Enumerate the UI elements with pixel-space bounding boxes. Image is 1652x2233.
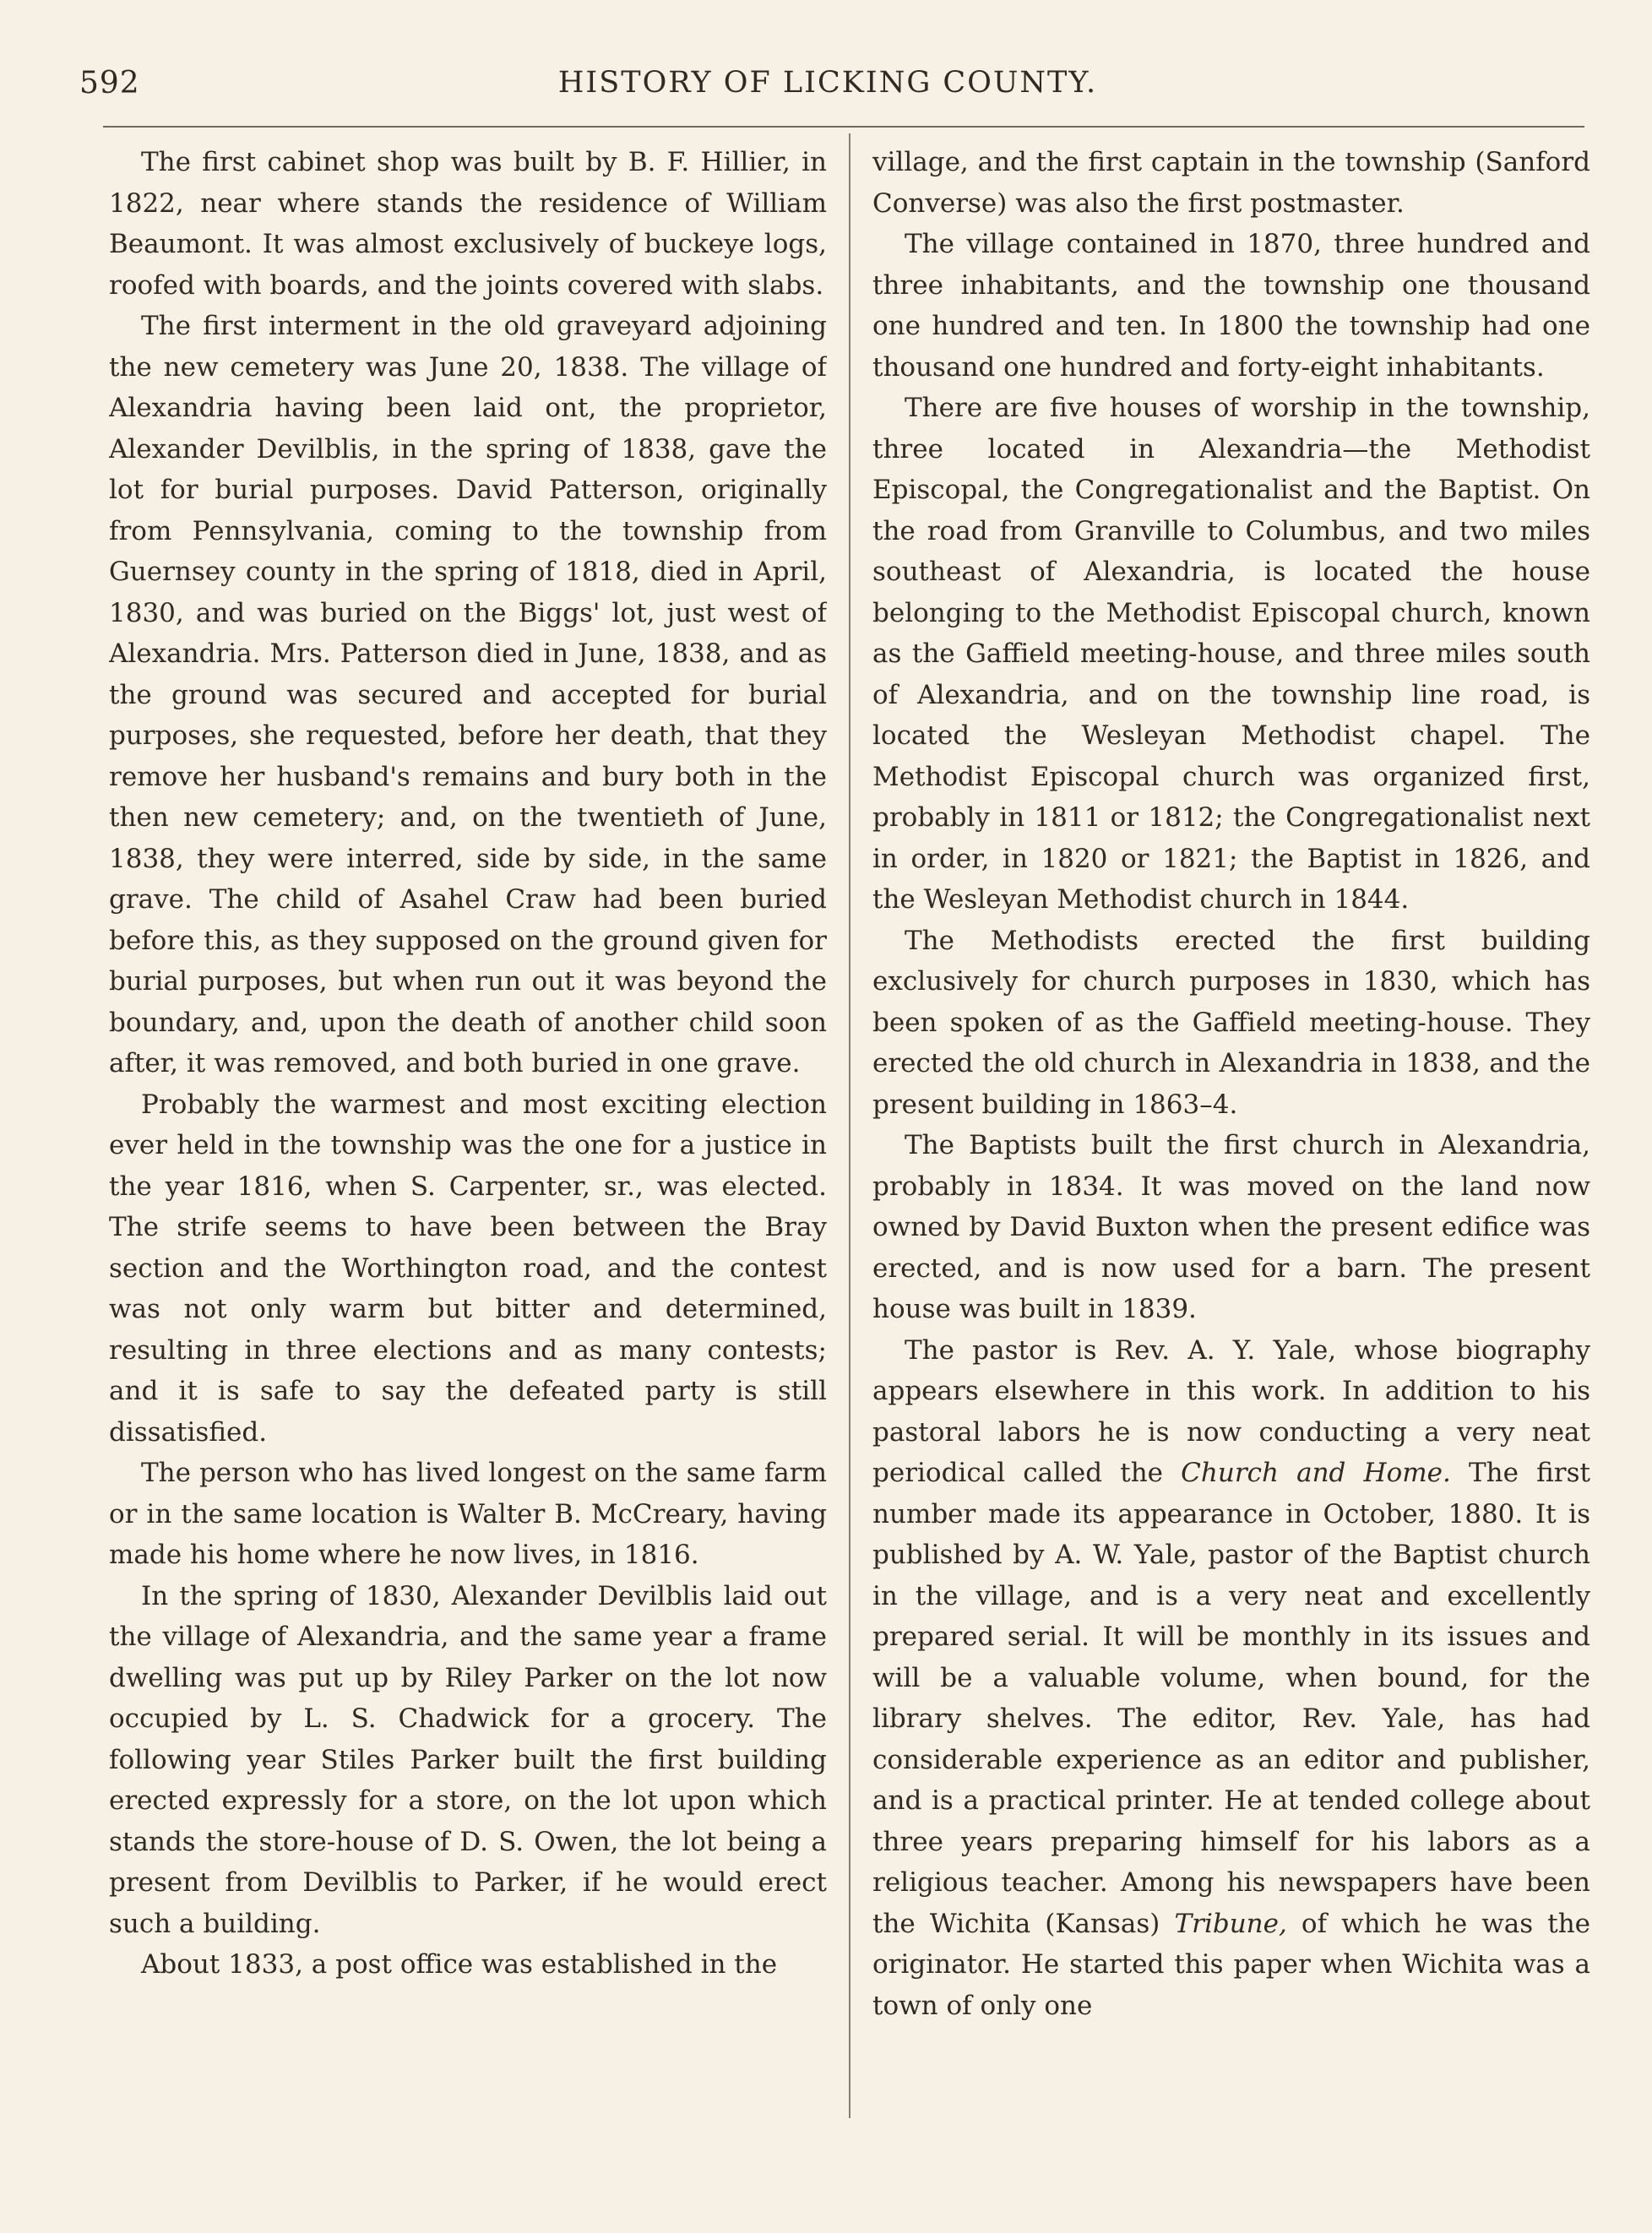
alexandria-village-paragraph: In the spring of 1830, Alexander Devilblis laid out the village of Alexandria, and the same year a frame dwelling was put up by Riley Parker on the lot now occupied by L. S. Chadwick for a grocery. The following year Stiles Parker built the first building erected expressly for a store, on the lot upon which stands the store-house of D. S. Owen, the lot being a present from Devilblis to Parker, if he would erect such a building. <box>109 1580 827 1939</box>
methodist-building-paragraph: The Methodists erected the first building exclusively for church purposes in 1830, which has been spoken of as the Gaffield meeting-house. They erected the old church in Alexandria in 1838, and the present building in 1863–4. <box>872 925 1590 1120</box>
column-divider <box>849 133 850 2118</box>
running-title: HISTORY OF LICKING COUNTY. <box>557 66 1098 100</box>
periodical-title: Church and Home. <box>1181 1458 1451 1488</box>
newspaper-title: Tribune, <box>1174 1908 1287 1939</box>
page-header <box>68 51 1588 118</box>
pastor-text-after-title: The first number made its appearance in October, 1880. It is published by A. W. Yale, pastor of the Baptist church in the village, and is a very neat and excellently prepared serial. It will be monthly in its issues and will be a valuable volume, when bound, for the library shelves. The editor, Rev. Yale, has had considerable experience as an editor and publisher, and is a practical printer. He at tended college about three years preparing himself for his labors as a religious teacher. Among his newspapers have been the Wichita (Kansas) <box>872 1458 1590 1939</box>
graveyard-paragraph: The first interment in the old graveyard adjoining the new cemetery was June 20, 1838. The village of Alexandria having been laid ont, the proprietor, Alexander Devilblis, in the spring of 1838, gave the lot for burial purposes. David Patterson, originally from Pennsylvania, coming to the township from Guernsey county in the spring of 1818, died in April, 1830, and was buried on the Biggs' lot, just west of Alexandria. Mrs. Patterson died in June, 1838, and as the ground was secured and accepted for burial purposes, she requested, before her death, that they remove her husband's remains and bury both in the then new cemetery; and, on the twentieth of June, 1838, they were interred, side by side, in the same grave. The child of Asahel Craw had been buried before this, as they supposed on the ground given for burial purposes, but when run out it was beyond the boundary, and, upon the death of another child soon after, it was removed, and both buried in one grave. <box>109 311 827 1078</box>
population-paragraph: The village contained in 1870, three hundred and three inhabitants, and the township one thousand one hundred and ten. In 1800 the township had one thousand one hundred and forty-eight inhabitants. <box>872 229 1590 383</box>
pastor-paragraph <box>872 1330 1590 2027</box>
election-paragraph: Probably the warmest and most exciting election ever held in the township was the one for a justice in the year 1816, when S. Carpenter, sr., was elected. The strife seems to have been between the Bray section and the Worthington road, and the contest was not only warm but bitter and determined, resulting in three elections and as many contests; and it is safe to say the defeated party is still dissatisfied. <box>109 1089 827 1448</box>
header-rule <box>103 126 1584 128</box>
baptist-church-paragraph: The Baptists built the first church in Alexandria, probably in 1834. It was moved on the land now owned by David Buxton when the present edifice was erected, and is now used for a barn. The present house was built in 1839. <box>872 1130 1590 1324</box>
page-number: 592 <box>79 66 140 101</box>
post-office-paragraph-start: About 1833, a post office was established in the <box>141 1949 778 1980</box>
pastor-text-before-title: The pastor is Rev. A. Y. Yale, whose biography appears elsewhere in this work. In addition to his pastoral labors he is now conducting a very neat periodical called the <box>872 1334 1590 1488</box>
right-text-column <box>872 142 1590 2122</box>
pastor-text-ending: of which he was the originator. He started this paper when Wichita was a town of only one <box>872 1908 1590 2021</box>
cabinet-shop-paragraph: The first cabinet shop was built by B. F. Hillier, in 1822, near where stands the residence of William Beaumont. It was almost exclusively of buckeye logs, roofed with boards, and the joints covered with slabs. <box>109 147 827 301</box>
left-text-column <box>109 142 827 2122</box>
longest-residence-paragraph: The person who has lived longest on the same farm or in the same location is Walter B. McCreary, having made his home where he now lives, in 1816. <box>109 1458 827 1570</box>
post-office-paragraph-continued: village, and the first captain in the township (Sanford Converse) was also the first postmaster. <box>872 147 1590 219</box>
houses-of-worship-paragraph: There are five houses of worship in the township, three located in Alexandria—the Methodist Episcopal, the Congregationalist and the Baptist. On the road from Granville to Columbus, and two miles southeast of Alexandria, is located the house belonging to the Methodist Episcopal church, known as the Gaffield meeting-house, and three miles south of Alexandria, and on the township line road, is located the Wesleyan Methodist chapel. The Methodist Episcopal church was organized first, probably in 1811 or 1812; the Congregationalist next in order, in 1820 or 1821; the Baptist in 1826, and the Wesleyan Methodist church in 1844. <box>872 393 1590 915</box>
